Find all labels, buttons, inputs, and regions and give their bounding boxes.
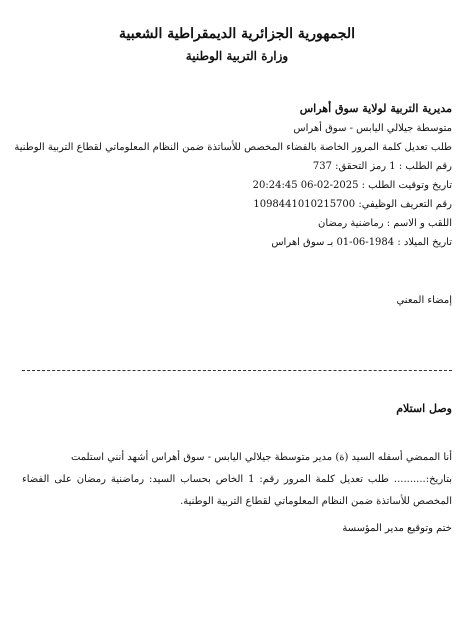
birth-line: تاريخ الميلاد : 1984-06-01 بـ سوق اهراس [271, 237, 452, 248]
job-id-line: رقم التعريف الوظيفي: 1098441010215700 [253, 199, 452, 210]
request-datetime-line: تاريخ وتوقيت الطلب : 2025-02-06 20:24:45 [252, 180, 452, 191]
receipt-paragraph-2: بتاريخ:.......... طلب تعديل كلمة المرور رقم: 1 الخاص بحساب السيد: رماضنية رمضان على الفضاء المخصص للأساتذة ضمن النظام المعلوماتي لقطاع التربية الوطنية. [22, 474, 452, 507]
republic-title: الجمهورية الجزائرية الديمقراطية الشعبية [118, 26, 355, 42]
directorate-line: مديرية التربية لولاية سوق أهراس [299, 102, 452, 115]
receipt-title: وصل استلام [396, 402, 452, 415]
receipt-paragraph-1: أنا الممضي أسفله السيد (ة) مدير متوسطة جيلالي اليابس - سوق أهراس أشهد أنني استلمت [70, 452, 452, 463]
signature-label: إمضاء المعني [396, 295, 452, 306]
ministry-title: وزارة التربية الوطنية [185, 49, 289, 63]
request-number-line: رقم الطلب : 1 رمز التحقق: 737 [312, 161, 452, 172]
school-line: متوسطة جيلالي اليابس - سوق أهراس [293, 123, 452, 134]
full-name-line: اللقب و الاسم : رماضنية رمضان [318, 218, 452, 229]
cut-separator [22, 370, 452, 371]
subject-line: طلب تعديل كلمة المرور الخاصة بالفضاء المخصص للأساتذة ضمن النظام المعلوماتي لقطاع التربية الوطنية [14, 142, 452, 153]
director-stamp-label: ختم وتوقيع مدير المؤسسة [342, 523, 452, 534]
